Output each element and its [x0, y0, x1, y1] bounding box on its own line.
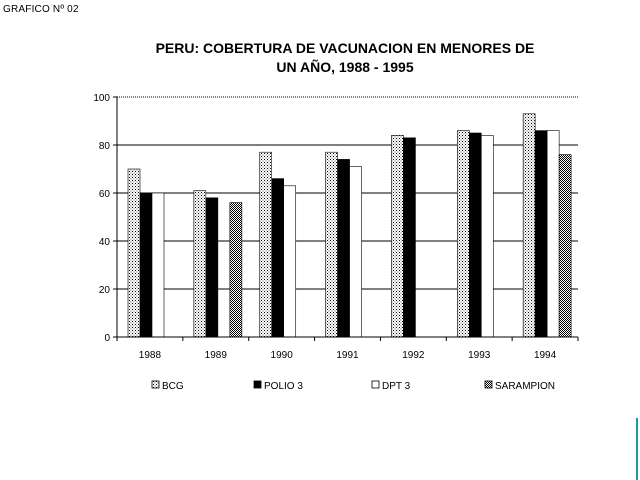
y-tick-label: 0: [104, 333, 110, 344]
legend-label-dpt-3: DPT 3: [382, 381, 411, 392]
legend-swatch-polio-3: [254, 381, 261, 388]
chart-title-line-2: UN AÑO, 1988 - 1995: [276, 59, 414, 75]
x-tick-label: 1992: [402, 350, 425, 361]
bar-dpt-3-1993: [481, 135, 493, 337]
bar-sarampion-1994: [559, 155, 571, 337]
legend-swatch-dpt-3: [372, 381, 379, 388]
bar-bcg-1988: [128, 169, 140, 337]
bar-polio-3-1991: [338, 159, 350, 337]
x-tick-label: 1991: [336, 350, 359, 361]
y-tick-label: 40: [98, 237, 110, 248]
x-tick-label: 1988: [138, 350, 162, 361]
bar-sarampion-1989: [230, 203, 242, 337]
bar-bcg-1991: [326, 152, 338, 337]
chart-corner-label: GRAFICO Nº 02: [3, 4, 79, 15]
y-tick-label: 60: [98, 189, 110, 200]
edge-marker: [636, 418, 638, 480]
bar-bcg-1992: [391, 135, 403, 337]
bar-dpt-3-1988: [152, 193, 164, 337]
legend-label-bcg: BCG: [162, 381, 184, 392]
bar-polio-3-1988: [140, 193, 152, 337]
bar-dpt-3-1991: [350, 167, 362, 337]
bars-layer: [128, 114, 571, 337]
x-tick-label: 1989: [204, 350, 227, 361]
legend-swatch-bcg: [152, 381, 159, 388]
chart-title-line-1: PERU: COBERTURA DE VACUNACION EN MENORES DE: [155, 40, 535, 56]
bar-dpt-3-1990: [284, 186, 296, 337]
bar-polio-3-1990: [272, 179, 284, 337]
y-tick-label: 20: [98, 285, 110, 296]
bar-bcg-1990: [260, 152, 272, 337]
bar-bcg-1993: [457, 131, 469, 337]
bar-polio-3-1994: [535, 131, 547, 337]
bar-bcg-1994: [523, 114, 535, 337]
legend-label-polio-3: POLIO 3: [264, 381, 303, 392]
x-tick-label: 1993: [468, 350, 491, 361]
legend-label-sarampion: SARAMPION: [495, 381, 556, 392]
legend: [152, 381, 555, 392]
bar-dpt-3-1994: [547, 131, 559, 337]
x-tick-label: 1990: [270, 350, 293, 361]
y-tick-label: 100: [93, 93, 110, 104]
bar-polio-3-1993: [469, 133, 481, 337]
y-tick-label: 80: [98, 141, 110, 152]
bar-polio-3-1989: [206, 198, 218, 337]
x-tick-label: 1994: [533, 350, 557, 361]
bar-bcg-1989: [194, 191, 206, 337]
legend-swatch-sarampion: [485, 381, 492, 388]
bar-polio-3-1992: [403, 138, 415, 337]
